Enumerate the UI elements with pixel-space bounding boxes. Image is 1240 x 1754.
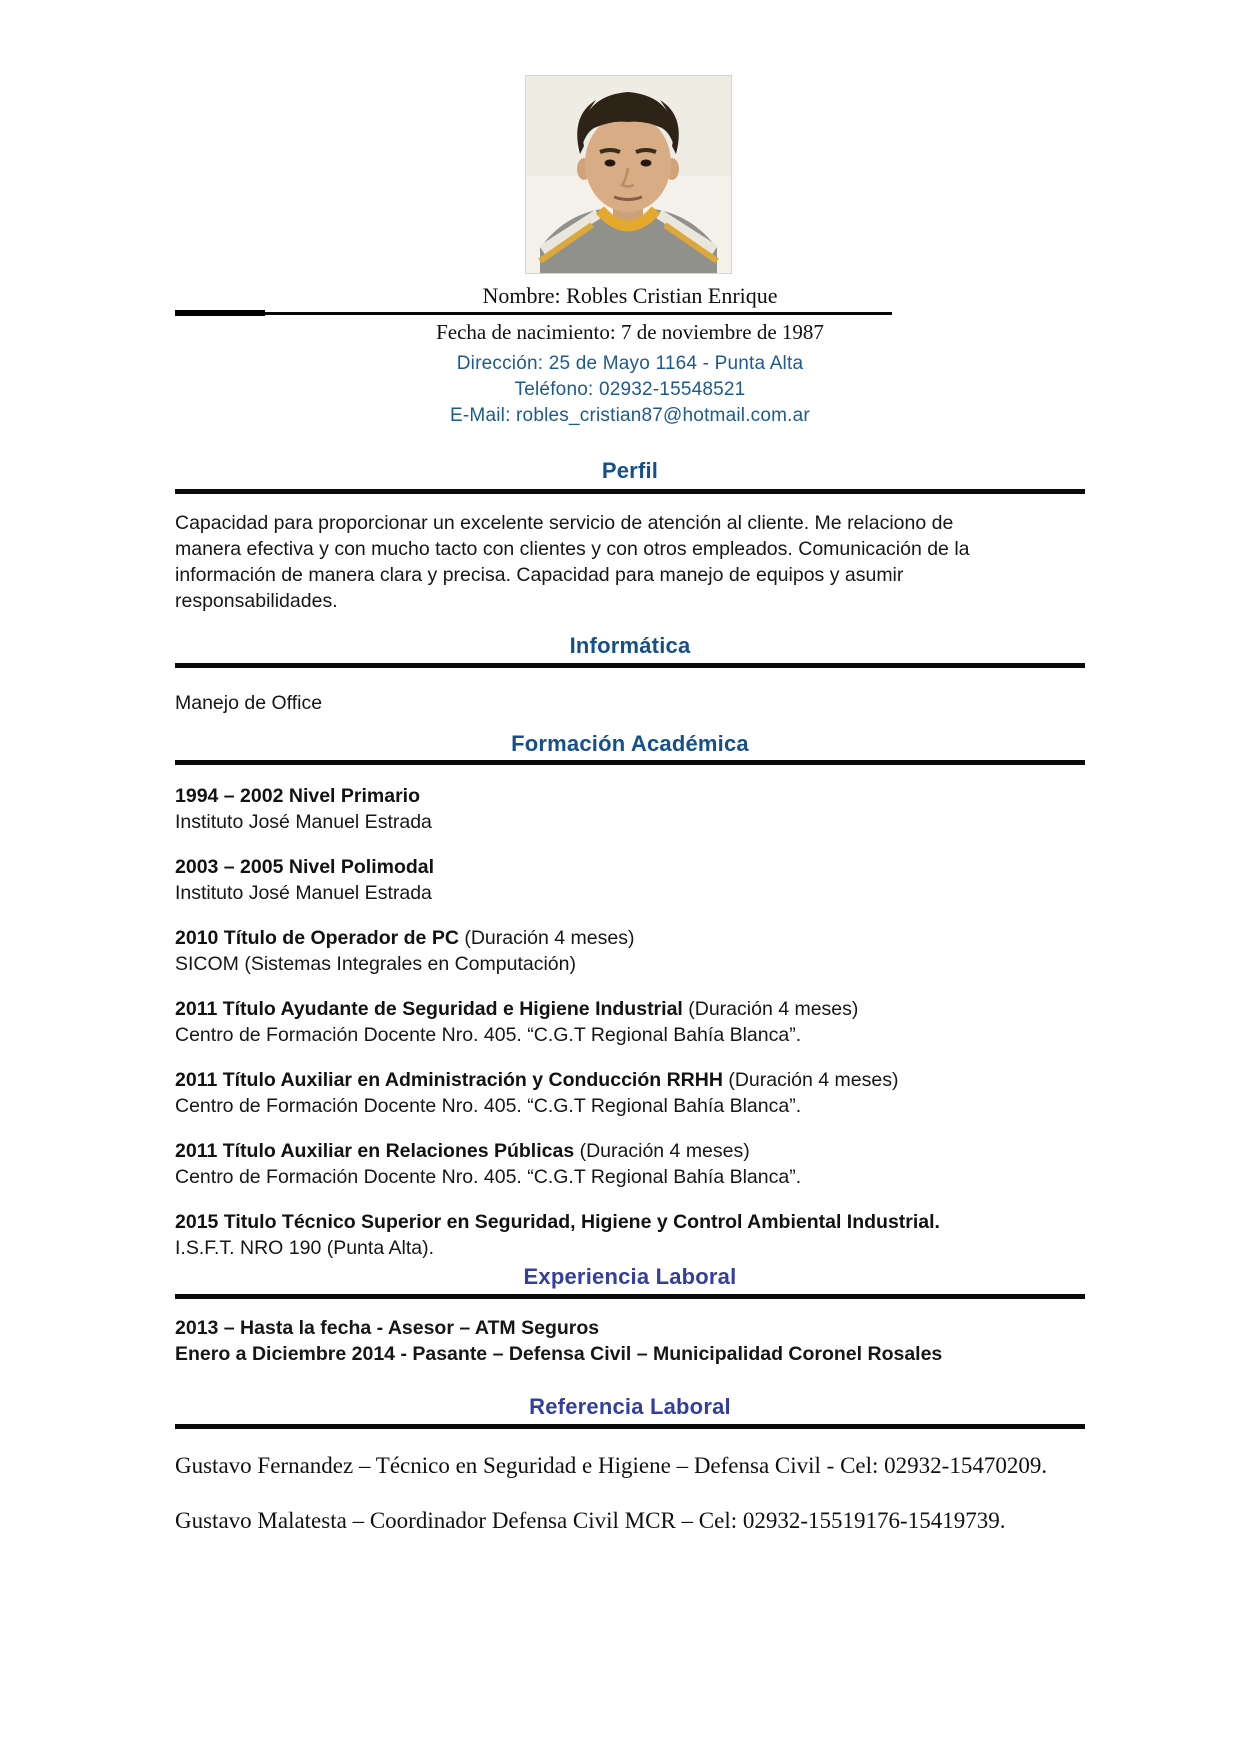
- education-institution: Instituto José Manuel Estrada: [175, 882, 432, 904]
- education-duration: (Duración 4 meses): [682, 998, 859, 1020]
- education-institution: Instituto José Manuel Estrada: [175, 811, 432, 833]
- education-entry: [175, 1209, 1085, 1261]
- email-line: E-Mail: robles_cristian87@hotmail.com.ar: [450, 405, 810, 426]
- education-entry: [175, 783, 1085, 835]
- education-title: 2015 Titulo Técnico Superior en Seguridad, Higiene y Control Ambiental Industrial.: [175, 1211, 940, 1233]
- education-entry: [175, 925, 1085, 977]
- education-duration: (Duración 4 meses): [574, 1140, 750, 1162]
- education-duration: (Duración 4 meses): [458, 927, 635, 949]
- section-title-experiencia: Experiencia Laboral: [523, 1264, 737, 1289]
- education-institution: Centro de Formación Docente Nro. 405. “C.G.T Regional Bahía Blanca”.: [175, 1166, 802, 1188]
- section-rule-informatica: [175, 663, 1085, 668]
- experience-line: 2013 – Hasta la fecha - Asesor – ATM Seguros: [175, 1317, 600, 1339]
- reference-line: Gustavo Fernandez – Técnico en Seguridad e Higiene – Defensa Civil - Cel: 02932-15470209.: [175, 1453, 1048, 1478]
- section-rule-perfil: [175, 489, 1085, 494]
- section-rule-experiencia: [175, 1294, 1085, 1299]
- education-entry: [175, 1067, 1085, 1119]
- education-title: 2010 Título de Operador de PC: [175, 927, 459, 949]
- portrait-photo-illustration: [526, 76, 731, 273]
- name-underline-rule: [175, 312, 892, 315]
- reference-list: [175, 1449, 1085, 1537]
- informatica-body-text: Manejo de Office: [175, 692, 323, 714]
- section-title-formacion: Formación Académica: [511, 731, 749, 756]
- phone-line: Teléfono: 02932-15548521: [514, 379, 746, 400]
- name-line: Nombre: Robles Cristian Enrique: [482, 283, 778, 308]
- education-institution: SICOM (Sistemas Integrales en Computación): [175, 953, 576, 975]
- education-list: [175, 783, 1085, 1261]
- perfil-body-text: Capacidad para proporcionar un excelente servicio de atención al cliente. Me relaciono de manera efectiva y con mucho tacto con clientes y con otros empleados. Comunicación de la información de manera clara y precisa. Capacidad para manejo de equipos y asumir responsabilidades.: [175, 512, 970, 612]
- contact-block: [175, 351, 1085, 429]
- education-institution: Centro de Formación Docente Nro. 405. “C.G.T Regional Bahía Blanca”.: [175, 1024, 802, 1046]
- address-line: Dirección: 25 de Mayo 1164 - Punta Alta: [456, 353, 804, 374]
- section-rule-formacion: [175, 760, 1085, 765]
- experience-line: Enero a Diciembre 2014 - Pasante – Defensa Civil – Municipalidad Coronel Rosales: [175, 1343, 943, 1365]
- education-title: 2011 Título Auxiliar en Administración y Conducción RRHH: [175, 1069, 723, 1091]
- education-duration: (Duración 4 meses): [722, 1069, 899, 1091]
- education-institution: I.S.F.T. NRO 190 (Punta Alta).: [175, 1237, 435, 1259]
- education-institution: Centro de Formación Docente Nro. 405. “C.G.T Regional Bahía Blanca”.: [175, 1095, 802, 1117]
- section-title-perfil: Perfil: [601, 458, 659, 483]
- cv-content: [175, 283, 1085, 1537]
- education-entry: [175, 996, 1085, 1048]
- experience-list: [175, 1315, 1085, 1367]
- education-entry: [175, 854, 1085, 906]
- section-rule-referencia: [175, 1424, 1085, 1429]
- education-title: 2011 Título Auxiliar en Relaciones Públicas: [175, 1140, 575, 1162]
- portrait-photo: [525, 75, 732, 274]
- education-title: 2003 – 2005 Nivel Polimodal: [175, 856, 435, 878]
- education-title: 2011 Título Ayudante de Seguridad e Higiene Industrial: [175, 998, 683, 1020]
- birthdate-line: Fecha de nacimiento: 7 de noviembre de 1987: [436, 320, 824, 344]
- education-title: 1994 – 2002 Nivel Primario: [175, 785, 420, 807]
- section-title-informatica: Informática: [569, 633, 691, 658]
- education-entry: [175, 1138, 1085, 1190]
- section-title-referencia: Referencia Laboral: [529, 1394, 731, 1419]
- reference-line: Gustavo Malatesta – Coordinador Defensa Civil MCR – Cel: 02932-15519176-15419739.: [175, 1508, 1006, 1533]
